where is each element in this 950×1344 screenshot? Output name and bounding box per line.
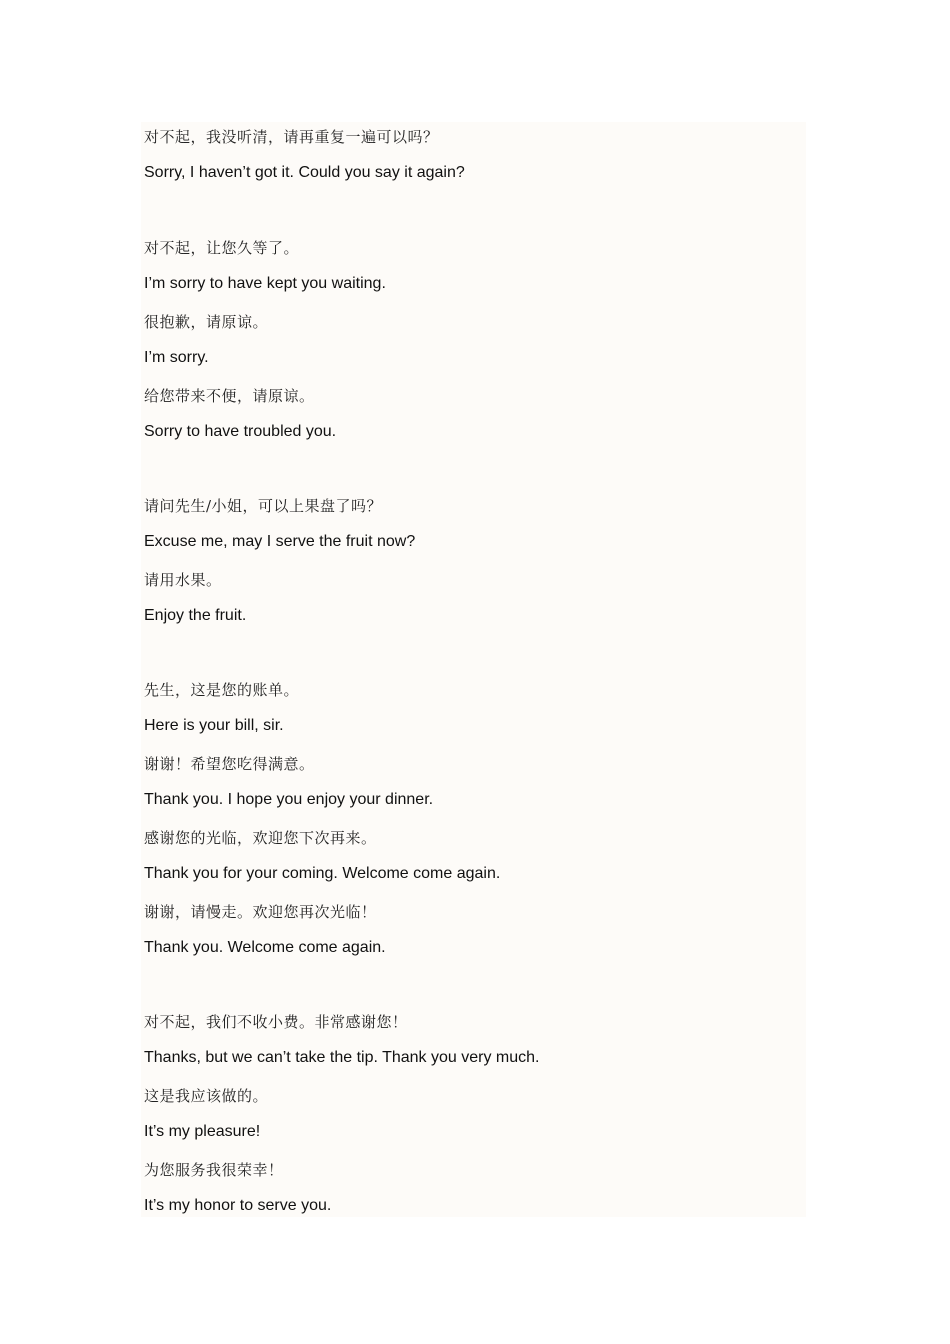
phrase-chinese: 谢谢，请慢走。欢迎您再次光临！ bbox=[144, 903, 377, 921]
phrase-english: Sorry to have troubled you. bbox=[144, 423, 337, 440]
phrase-chinese: 谢谢！希望您吃得满意。 bbox=[144, 755, 315, 773]
phrase-chinese: 对不起，我没听清，请再重复一遍可以吗？ bbox=[144, 128, 439, 146]
phrase-chinese: 这是我应该做的。 bbox=[144, 1087, 269, 1105]
phrase-chinese: 为您服务我很荣幸！ bbox=[144, 1161, 284, 1179]
phrase-chinese: 对不起，我们不收小费。非常感谢您！ bbox=[144, 1013, 408, 1031]
phrase-chinese: 先生，这是您的账单。 bbox=[144, 681, 300, 699]
phrase-chinese: 感谢您的光临，欢迎您下次再来。 bbox=[144, 829, 377, 847]
phrase-english: Here is your bill, sir. bbox=[144, 717, 284, 734]
phrase-english: Thank you. Welcome come again. bbox=[144, 939, 386, 956]
phrase-chinese: 请问先生/小姐，可以上果盘了吗？ bbox=[144, 497, 383, 515]
phrase-english: Thanks, but we can’t take the tip. Thank you very much. bbox=[144, 1049, 540, 1066]
phrase-english: It’s my honor to serve you. bbox=[144, 1197, 332, 1214]
phrase-english: I’m sorry to have kept you waiting. bbox=[144, 275, 386, 292]
phrase-english: I’m sorry. bbox=[144, 349, 209, 366]
phrase-english: Thank you for your coming. Welcome come again. bbox=[144, 865, 501, 882]
phrase-english: Enjoy the fruit. bbox=[144, 607, 247, 624]
phrase-chinese: 请用水果。 bbox=[144, 571, 222, 589]
phrase-chinese: 给您带来不便，请原谅。 bbox=[144, 387, 315, 405]
phrase-chinese: 对不起，让您久等了。 bbox=[144, 239, 300, 257]
phrase-english: Thank you. I hope you enjoy your dinner. bbox=[144, 791, 434, 808]
phrase-english: Excuse me, may I serve the fruit now? bbox=[144, 533, 416, 550]
phrase-english: It’s my pleasure! bbox=[144, 1123, 261, 1140]
phrase-english: Sorry, I haven’t got it. Could you say it again? bbox=[144, 164, 465, 181]
phrase-chinese: 很抱歉，请原谅。 bbox=[144, 313, 269, 331]
